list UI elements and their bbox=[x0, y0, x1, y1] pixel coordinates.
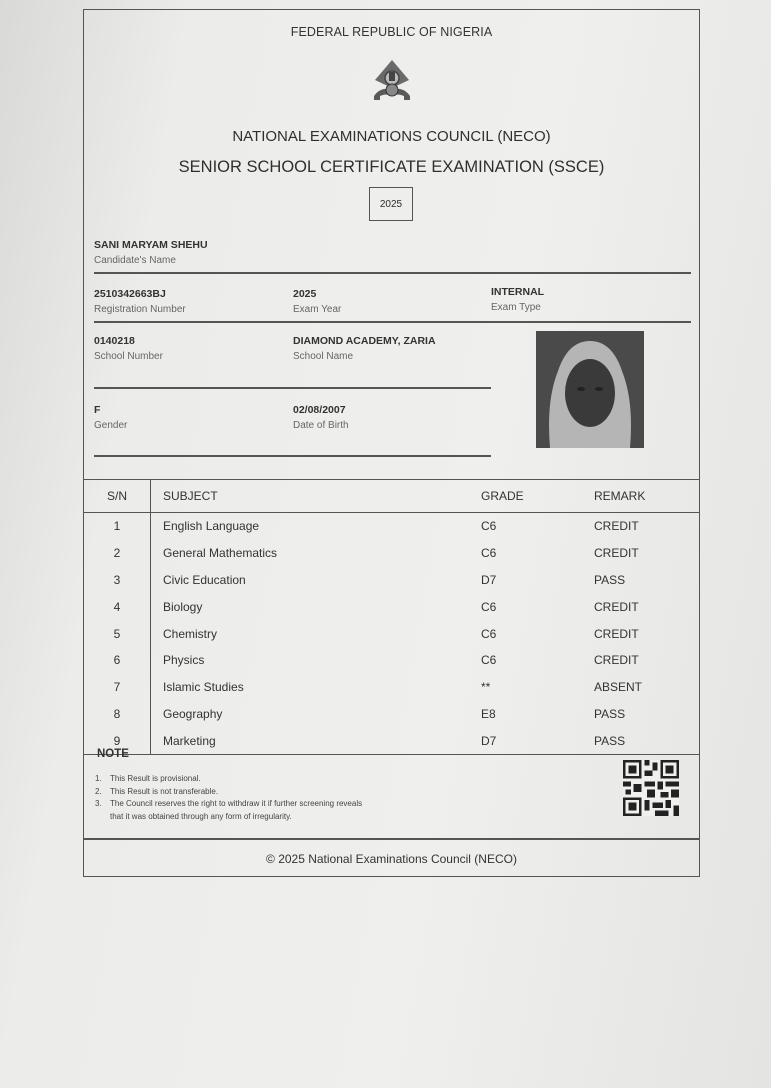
table-row bbox=[84, 674, 699, 701]
header-sn: S/N bbox=[84, 480, 151, 513]
note-text: This Result is not transferable. bbox=[110, 786, 219, 796]
country-heading: FEDERAL REPUBLIC OF NIGERIA bbox=[290, 25, 493, 39]
note-item bbox=[95, 786, 362, 799]
divider bbox=[84, 838, 699, 840]
school-name: DIAMOND ACADEMY, ZARIA bbox=[293, 335, 436, 347]
results-header-row bbox=[84, 480, 699, 513]
date-of-birth-label: Date of Birth bbox=[293, 420, 349, 431]
row-subject: Marketing bbox=[151, 727, 481, 754]
school-name-label: School Name bbox=[293, 351, 354, 362]
row-remark: CREDIT bbox=[594, 599, 639, 614]
row-grade: C6 bbox=[481, 519, 497, 534]
row-sn: 3 bbox=[84, 567, 151, 594]
row-subject: Physics bbox=[163, 653, 205, 668]
divider bbox=[94, 387, 491, 389]
table-row bbox=[84, 513, 699, 540]
copyright-footer: © 2025 National Examinations Council (NECO) bbox=[266, 852, 517, 866]
exam-year-field bbox=[293, 288, 341, 315]
row-remark: PASS bbox=[594, 706, 626, 721]
exam-type-field bbox=[491, 286, 544, 313]
row-sn: 7 bbox=[84, 674, 151, 701]
note-number: 3. bbox=[95, 799, 102, 808]
row-sn: 1 bbox=[84, 513, 151, 540]
row-remark: CREDIT bbox=[594, 626, 639, 641]
header-subject: SUBJECT bbox=[151, 480, 481, 513]
row-remark: PASS bbox=[593, 727, 699, 754]
exam-type-label: Exam Type bbox=[491, 302, 541, 313]
candidate-name: SANI MARYAM SHEHU bbox=[94, 239, 208, 251]
table-row bbox=[84, 701, 699, 728]
gender-label: Gender bbox=[94, 420, 128, 431]
exam-year-box: 2025 bbox=[369, 187, 413, 221]
row-remark: ABSENT bbox=[594, 680, 643, 695]
row-sn: 6 bbox=[84, 647, 151, 674]
row-sn: 4 bbox=[84, 593, 151, 620]
row-sn: 2 bbox=[84, 540, 151, 567]
note-number: 1. bbox=[95, 774, 102, 783]
row-subject: English Language bbox=[163, 519, 260, 534]
date-of-birth-field bbox=[293, 404, 349, 431]
table-row bbox=[84, 647, 699, 674]
school-number-field bbox=[94, 335, 163, 362]
note-number: 2. bbox=[95, 786, 102, 796]
qr-code-icon bbox=[623, 760, 679, 816]
row-grade: ** bbox=[481, 680, 491, 695]
council-title: NATIONAL EXAMINATIONS COUNCIL (NECO) bbox=[232, 128, 551, 145]
gender: F bbox=[94, 404, 101, 416]
results-table bbox=[84, 479, 699, 755]
registration-number-label: Registration Number bbox=[94, 304, 186, 315]
note-text: The Council reserves the right to withdraw it if further screening reveals bbox=[110, 799, 363, 808]
row-remark: CREDIT bbox=[594, 546, 639, 561]
note-text: This Result is provisional. bbox=[110, 774, 201, 783]
result-slip bbox=[83, 9, 700, 877]
table-row bbox=[84, 727, 699, 754]
note-title: NOTE bbox=[97, 748, 129, 760]
table-row bbox=[84, 567, 699, 594]
divider bbox=[94, 321, 691, 323]
table-row bbox=[84, 540, 699, 567]
header-grade: GRADE bbox=[480, 480, 593, 513]
note-number bbox=[95, 811, 110, 824]
exam-year-label: Exam Year bbox=[293, 304, 342, 315]
row-grade: D7 bbox=[481, 572, 497, 587]
row-subject: Chemistry bbox=[163, 626, 218, 641]
row-grade: C6 bbox=[481, 546, 497, 561]
candidate-name-label: Candidate's Name bbox=[94, 255, 176, 266]
row-subject: Geography bbox=[163, 706, 223, 721]
exam-type: INTERNAL bbox=[491, 286, 545, 298]
school-number-label: School Number bbox=[94, 351, 163, 362]
note-item bbox=[95, 773, 362, 786]
school-number: 0140218 bbox=[94, 335, 135, 347]
row-sn: 5 bbox=[84, 620, 151, 647]
row-grade: C6 bbox=[481, 599, 497, 614]
row-remark: CREDIT bbox=[594, 519, 639, 534]
examination-title: SENIOR SCHOOL CERTIFICATE EXAMINATION (SSCE) bbox=[178, 158, 605, 176]
row-grade: C6 bbox=[481, 653, 497, 668]
row-grade: C6 bbox=[481, 626, 497, 641]
row-subject: Civic Education bbox=[163, 572, 246, 587]
school-name-field bbox=[293, 335, 436, 362]
note-item bbox=[95, 798, 362, 811]
gender-field bbox=[94, 404, 127, 431]
note-list bbox=[95, 773, 362, 823]
row-subject: General Mathematics bbox=[163, 546, 278, 561]
coat-of-arms-icon bbox=[369, 58, 415, 104]
candidate-photo bbox=[536, 331, 644, 448]
table-row bbox=[84, 593, 699, 620]
note-text: that it was obtained through any form of irregularity. bbox=[110, 811, 292, 821]
row-grade: D7 bbox=[480, 727, 593, 754]
registration-number-field bbox=[94, 288, 186, 315]
date-of-birth: 02/08/2007 bbox=[293, 404, 346, 416]
row-grade: E8 bbox=[481, 706, 496, 721]
row-subject: Islamic Studies bbox=[163, 680, 244, 695]
row-sn: 9 bbox=[84, 727, 151, 754]
divider bbox=[94, 272, 691, 274]
divider bbox=[94, 455, 491, 457]
exam-year: 2025 bbox=[293, 288, 317, 300]
row-remark: CREDIT bbox=[594, 653, 639, 668]
row-subject: Biology bbox=[163, 599, 203, 614]
candidate-name-field bbox=[94, 239, 208, 266]
row-remark: PASS bbox=[594, 572, 626, 587]
table-row bbox=[84, 620, 699, 647]
registration-number: 2510342663BJ bbox=[94, 288, 166, 300]
row-sn: 8 bbox=[84, 701, 151, 728]
header-remark: REMARK bbox=[593, 480, 699, 513]
note-item bbox=[95, 811, 362, 824]
